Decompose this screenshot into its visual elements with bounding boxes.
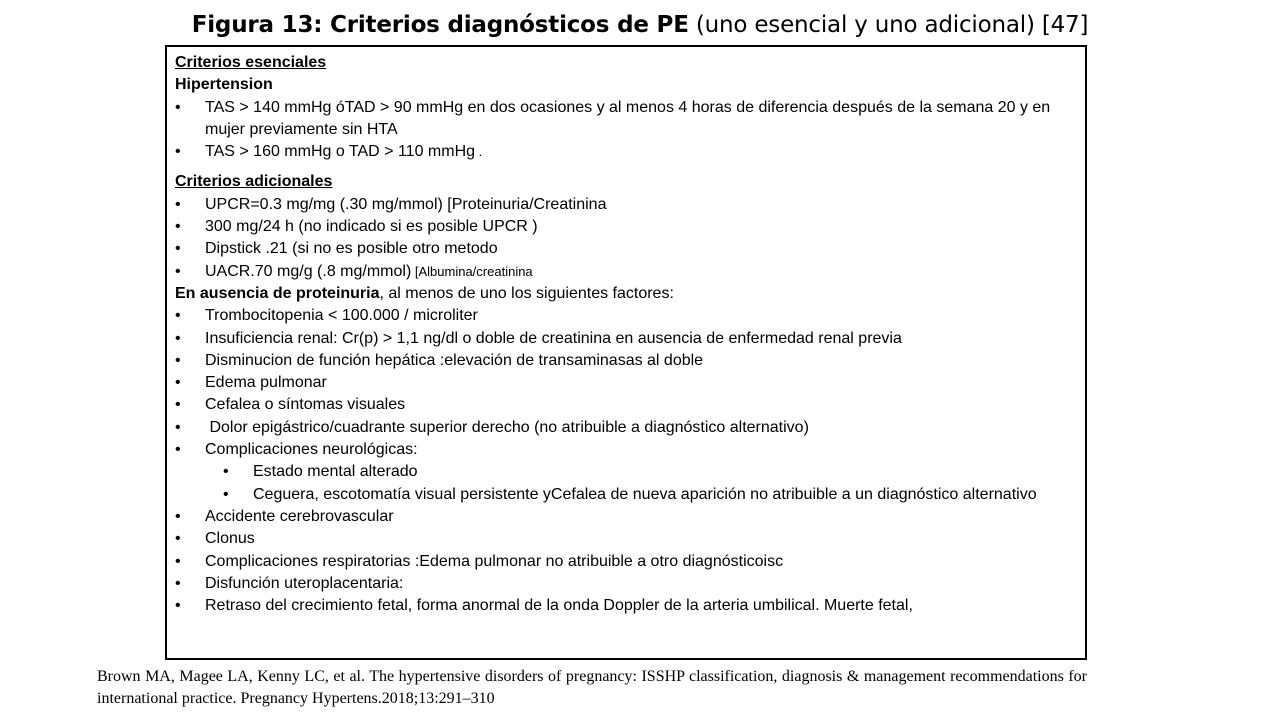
list-item: • TAS > 140 mmHg óTAD > 90 mmHg en dos ocasiones y al menos 4 horas de diferencia después de la semana 20 y en mujer previamente sin HTA: [175, 97, 1075, 142]
absence-line: En ausencia de proteinuria, al menos de uno los siguientes factores:: [175, 284, 674, 302]
list-item: • Edema pulmonar: [175, 372, 1075, 394]
figure-title-rest: (uno esencial y uno adicional) [47]: [688, 12, 1089, 38]
criteria-box: [165, 45, 1087, 660]
list-item: • Cefalea o síntomas visuales: [175, 394, 1075, 416]
list-item: • Accidente cerebrovascular: [175, 506, 1075, 528]
reference-citation: Brown MA, Magee LA, Kenny LC, et al. The hypertensive disorders of pregnancy: ISSHP classification, diagnosis & management recommendations for international practice. Pregnancy Hypertens.2018;13:291–310: [97, 668, 1087, 707]
list-item: • Insuficiencia renal: Cr(p) > 1,1 ng/dl o doble de creatinina en ausencia de enfermedad renal previa: [175, 328, 1075, 350]
list-item: • Clonus: [175, 528, 1075, 550]
list-item: • Trombocitopenia < 100.000 / microliter: [175, 305, 1075, 327]
list-item: • Complicaciones neurológicas:: [175, 439, 1075, 461]
list-item: • 300 mg/24 h (no indicado si es posible UPCR ): [175, 216, 1075, 238]
list-item: • UPCR=0.3 mg/mg (.30 mg/mmol) [Proteinuria/Creatinina: [175, 194, 1075, 216]
figure-title: [0, 8, 1280, 42]
hypertension-heading: Hipertension: [175, 76, 273, 94]
list-item: • Retraso del crecimiento fetal, forma anormal de la onda Doppler de la arteria umbilical. Muerte fetal,: [175, 595, 1075, 617]
list-item: • UACR.70 mg/g (.8 mg/mmol) [Albumina/creatinina: [175, 261, 1075, 283]
sub-list-item: • Ceguera, escotomatía visual persistente yCefalea de nueva aparición no atribuible a un diagnóstico alternativo: [175, 484, 1075, 506]
additional-heading: Criterios adicionales: [175, 173, 333, 191]
list-item: • Disfunción uteroplacentaria:: [175, 573, 1075, 595]
figure-title-bold: Figura 13: Criterios diagnósticos de PE: [191, 12, 689, 38]
list-item: • Disminucion de función hepática :elevación de transaminasas al doble: [175, 350, 1075, 372]
list-item: • Dipstick .21 (si no es posible otro metodo: [175, 238, 1075, 260]
list-item: • TAS > 160 mmHg o TAD > 110 mmHg .: [175, 141, 1075, 163]
essential-heading: Criterios esenciales: [175, 54, 327, 71]
sub-list-item: • Estado mental alterado: [175, 461, 1075, 483]
list-item: • Dolor epigástrico/cuadrante superior derecho (no atribuible a diagnóstico alternativo): [175, 417, 1075, 439]
list-item: • Complicaciones respiratorias :Edema pulmonar no atribuible a otro diagnósticoisc: [175, 551, 1075, 573]
